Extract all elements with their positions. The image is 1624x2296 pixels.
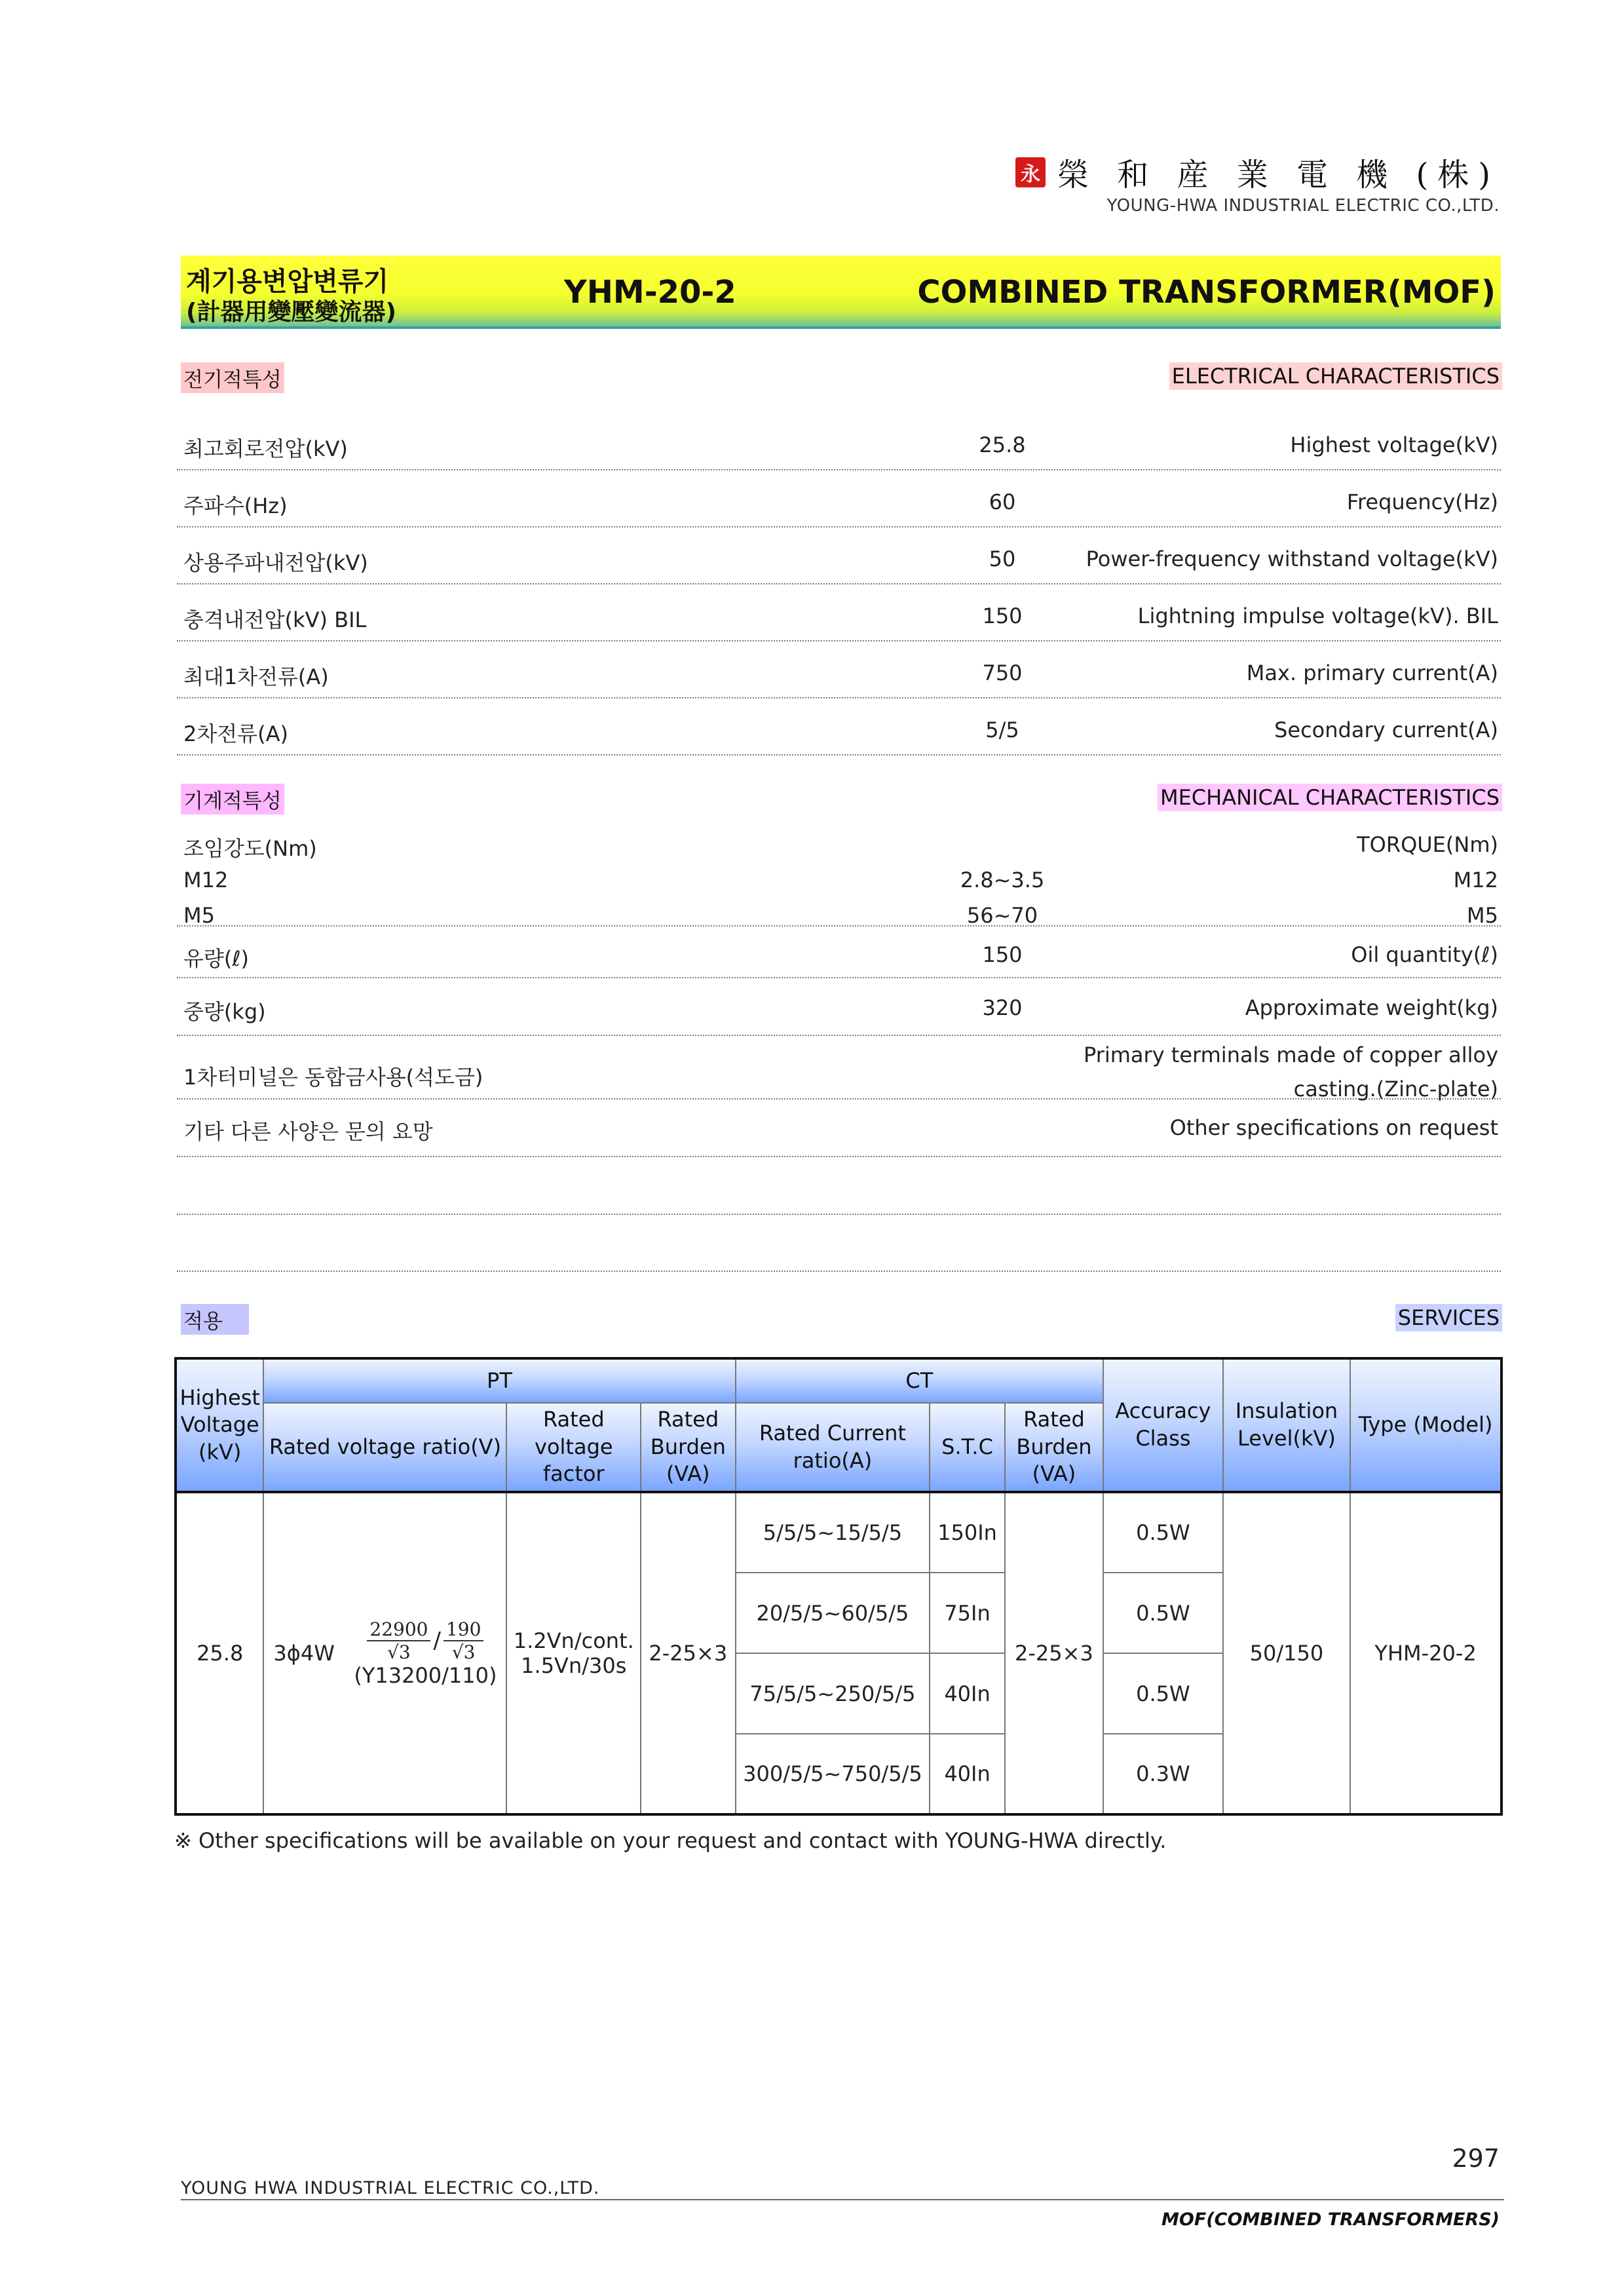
header-rated-voltage-ratio: Rated voltage ratio(V) bbox=[263, 1403, 506, 1492]
m12-label: M12 bbox=[183, 868, 229, 892]
header-stc: S.T.C bbox=[930, 1403, 1004, 1492]
cell-stc: 40In bbox=[930, 1653, 1004, 1734]
spec-value: 150 bbox=[982, 942, 1023, 967]
cell-stc: 150In bbox=[930, 1492, 1004, 1573]
spec-label-en: Power-frequency withstand voltage(kV) bbox=[1086, 546, 1498, 571]
header-pt-rated-burden: Rated Burden (VA) bbox=[641, 1403, 735, 1492]
m12-value: 2.8~3.5 bbox=[960, 868, 1045, 892]
spec-label-en: Highest voltage(kV) bbox=[1290, 432, 1498, 457]
spec-label-en: Secondary current(A) bbox=[1274, 718, 1498, 742]
spec-row bbox=[177, 527, 1501, 584]
cell-ct-ratio: 5/5/5~15/5/5 bbox=[736, 1492, 930, 1573]
header-type-model: Type (Model) bbox=[1350, 1358, 1501, 1492]
spec-label-en: Frequency(Hz) bbox=[1346, 489, 1498, 514]
page-number: 297 bbox=[1452, 2144, 1500, 2173]
title-korean: 계기용변압변류기 bbox=[186, 267, 389, 297]
header-ct: CT bbox=[736, 1358, 1104, 1403]
cell-ct-rated-burden: 2-25×3 bbox=[1005, 1492, 1103, 1814]
cell-ct-ratio: 300/5/5~750/5/5 bbox=[736, 1734, 930, 1814]
footer-divider bbox=[181, 2199, 1504, 2200]
divider bbox=[177, 1214, 1501, 1215]
spec-row bbox=[177, 698, 1501, 756]
m5-label-right: M5 bbox=[1467, 903, 1498, 928]
cell-insulation: 50/150 bbox=[1223, 1492, 1351, 1814]
cell-rated-voltage-ratio bbox=[263, 1492, 506, 1814]
spec-row bbox=[177, 978, 1501, 1036]
ratio-slash: / bbox=[433, 1628, 441, 1654]
cell-stc: 40In bbox=[930, 1734, 1004, 1814]
spec-row bbox=[177, 413, 1501, 470]
cell-phase: 3ϕ4W bbox=[273, 1641, 335, 1666]
torque-block bbox=[177, 830, 1501, 927]
spec-row bbox=[177, 927, 1501, 978]
title-banner bbox=[181, 256, 1501, 329]
m12-label-right: M12 bbox=[1453, 868, 1498, 892]
spec-value: 5/5 bbox=[985, 718, 1019, 742]
services-label-ko: 적용 bbox=[181, 1304, 249, 1335]
spec-row bbox=[177, 470, 1501, 527]
spec-label-ko: 상용주파내전압(kV) bbox=[183, 550, 368, 575]
title-hanja: (計器用變壓變流器) bbox=[186, 299, 396, 326]
spec-row bbox=[177, 1100, 1501, 1157]
company-header bbox=[1015, 149, 1500, 216]
spec-label-en-line2: casting.(Zinc-plate) bbox=[1293, 1077, 1498, 1101]
spec-label-ko: 1차터미널은 동합금사용(석도금) bbox=[183, 1065, 483, 1090]
cell-accuracy: 0.5W bbox=[1103, 1492, 1223, 1573]
spec-label-ko: 기타 다른 사양은 문의 요망 bbox=[183, 1119, 433, 1144]
spec-value: 750 bbox=[982, 660, 1023, 685]
m5-label: M5 bbox=[183, 903, 215, 928]
cell-model: YHM-20-2 bbox=[1350, 1492, 1501, 1814]
title-english: COMBINED TRANSFORMER(MOF) bbox=[917, 274, 1496, 311]
cell-pt-rated-burden: 2-25×3 bbox=[641, 1492, 735, 1814]
spec-label-en: Lightning impulse voltage(kV). BIL bbox=[1137, 603, 1498, 628]
mechanical-label-ko: 기계적특성 bbox=[181, 784, 284, 814]
spec-label-ko: 주파수(Hz) bbox=[183, 493, 288, 518]
ratio-fraction-primary: $\frac{22900}{√3}$ bbox=[367, 1618, 430, 1663]
ratio-note: (Y13200/110) bbox=[354, 1663, 497, 1688]
spec-value: 320 bbox=[982, 995, 1023, 1020]
electrical-label-en: ELECTRICAL CHARACTERISTICS bbox=[1169, 362, 1502, 390]
header-ct-rated-burden: Rated Burden (VA) bbox=[1005, 1403, 1103, 1492]
cell-accuracy: 0.3W bbox=[1103, 1734, 1223, 1814]
cell-stc: 75In bbox=[930, 1573, 1004, 1653]
spec-label-ko: 2차전류(A) bbox=[183, 721, 288, 746]
spec-label-en: Other specifications on request bbox=[1169, 1115, 1498, 1140]
spec-row bbox=[177, 1036, 1501, 1100]
spec-label-en: Max. primary current(A) bbox=[1246, 660, 1498, 685]
header-pt: PT bbox=[263, 1358, 735, 1403]
services-label-en: SERVICES bbox=[1395, 1304, 1502, 1331]
model-name: YHM-20-2 bbox=[564, 274, 736, 311]
ratio-fraction-secondary: $\frac{190}{√3}$ bbox=[444, 1618, 483, 1663]
spec-row bbox=[177, 641, 1501, 698]
spec-value: 50 bbox=[989, 546, 1016, 571]
cell-ct-ratio: 20/5/5~60/5/5 bbox=[736, 1573, 930, 1653]
spec-label-ko: 유량(ℓ) bbox=[183, 946, 250, 971]
header-rated-current-ratio: Rated Current ratio(A) bbox=[736, 1403, 930, 1492]
header-highest-voltage: Highest Voltage (kV) bbox=[176, 1358, 263, 1492]
spec-label-ko: 중량(kg) bbox=[183, 999, 266, 1024]
mechanical-label-en: MECHANICAL CHARACTERISTICS bbox=[1158, 784, 1502, 811]
cell-ct-ratio: 75/5/5~250/5/5 bbox=[736, 1653, 930, 1734]
services-table bbox=[174, 1357, 1503, 1816]
electrical-label-ko: 전기적특성 bbox=[181, 362, 284, 393]
footer-company: YOUNG HWA INDUSTRIAL ELECTRIC CO.,LTD. bbox=[181, 2178, 600, 2198]
spec-value: 60 bbox=[989, 489, 1016, 514]
torque-label-en: TORQUE(Nm) bbox=[1357, 832, 1498, 857]
spec-row bbox=[177, 584, 1501, 641]
cell-accuracy: 0.5W bbox=[1103, 1653, 1223, 1734]
spec-value: 25.8 bbox=[979, 432, 1026, 457]
torque-label-ko: 조임강도(Nm) bbox=[183, 836, 317, 861]
spec-label-ko: 충격내전압(kV) BIL bbox=[183, 607, 367, 632]
m5-value: 56~70 bbox=[966, 903, 1038, 928]
cell-highest-voltage: 25.8 bbox=[176, 1492, 263, 1814]
spec-label-ko: 최고회로전압(kV) bbox=[183, 436, 348, 461]
spec-label-en: Oil quantity(ℓ) bbox=[1351, 942, 1498, 967]
spec-value: 150 bbox=[982, 603, 1023, 628]
divider bbox=[177, 1271, 1501, 1272]
header-insulation-level: Insulation Level(kV) bbox=[1223, 1358, 1351, 1492]
cell-rated-voltage-factor: 1.2Vn/cont. 1.5Vn/30s bbox=[506, 1492, 641, 1814]
spec-label-ko: 최대1차전류(A) bbox=[183, 664, 329, 689]
company-name-cjk: 榮 和 産 業 電 機 (株) bbox=[1057, 157, 1500, 193]
header-accuracy-class: Accuracy Class bbox=[1103, 1358, 1223, 1492]
spec-label-en: Approximate weight(kg) bbox=[1245, 995, 1498, 1020]
footer-section: MOF(COMBINED TRANSFORMERS) bbox=[1161, 2210, 1500, 2230]
footnote: ※ Other specifications will be available on your request and contact with YOUNG-HWA directly. bbox=[174, 1828, 1167, 1853]
company-logo-icon: 永 bbox=[1015, 157, 1046, 187]
header-rated-voltage-factor: Rated voltage factor bbox=[506, 1403, 641, 1492]
company-name-en: YOUNG-HWA INDUSTRIAL ELECTRIC CO.,LTD. bbox=[1106, 196, 1500, 216]
spec-label-en-line1: Primary terminals made of copper alloy bbox=[1083, 1043, 1498, 1067]
cell-accuracy: 0.5W bbox=[1103, 1573, 1223, 1653]
